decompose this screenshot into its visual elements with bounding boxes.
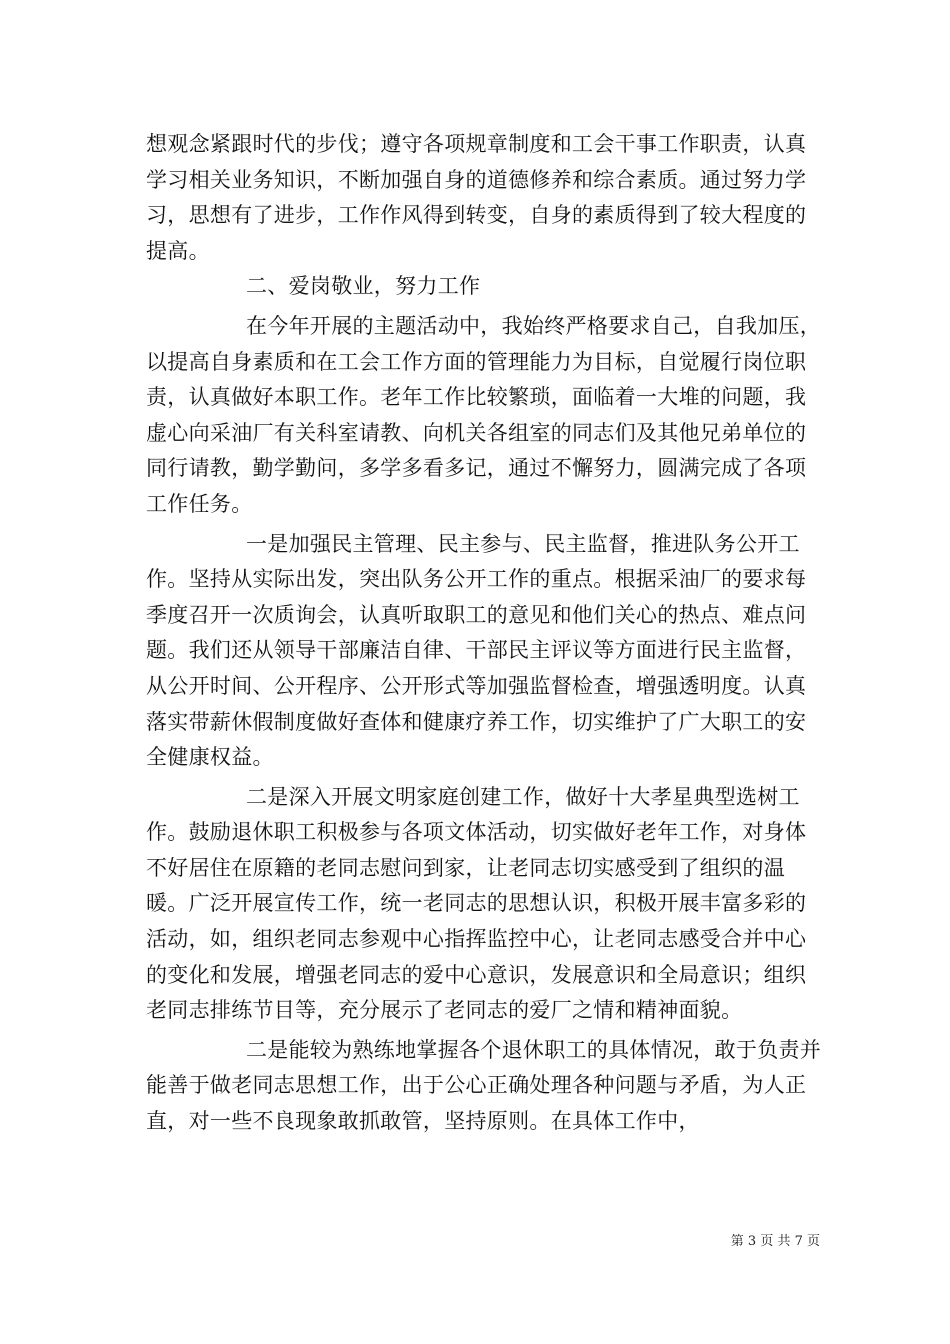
paragraph-point-two: 二是深入开展文明家庭创建工作，做好十大孝星典型选树工作。鼓励退休职工积极参与各项文体活动，切实做好老年工作，对身体不好居住在原籍的老同志慰问到家，让老同志切实感受到了组织的温暖。广泛开展宣传工作，统一老同志的思想认识，积极开展丰富多彩的活动，如，组织老同志参观中心指挥监控中心，让老同志感受合并中心的变化和发展，增强老同志的爱中心意识，发展意识和全局意识；组织老同志排练节目等，充分展示了老同志的爱厂之情和精神面貌。 [146, 784, 807, 1023]
page-number-footer: 第 3 页 共 7 页 [730, 1234, 820, 1249]
paragraph-main-activity: 在今年开展的主题活动中，我始终严格要求自己，自我加压，以提高自身素质和在工会工作方面的管理能力为目标，自觉履行岗位职责，认真做好本职工作。老年工作比较繁琐，面临着一大堆的问题，我虚心向采油厂有关科室请教、向机关各组室的同志们及其他兄弟单位的同行请教，勤学勤问，多学多看多记，通过不懈努力，圆满完成了各项工作任务。 [146, 313, 822, 516]
document-body [146, 127, 826, 1140]
paragraph-point-three: 二是能较为熟练地掌握各个退休职工的具体情况，敢于负责并能善于做老同志思想工作，出于公心正确处理各种问题与矛盾，为人正直，对一些不良现象敢抓敢管，坚持原则。在具体工作中， [146, 1037, 822, 1134]
section-heading: 二、爱岗敬业，努力工作 [246, 274, 481, 299]
paragraph-continuation: 想观念紧跟时代的步伐；遵守各项规章制度和工会干事工作职责，认真学习相关业务知识，不断加强自身的道德修养和综合素质。通过努力学习，思想有了进步，工作作风得到转变，自身的素质得到了较大程度的提高。 [146, 132, 807, 263]
paragraph-point-one: 一是加强民主管理、民主参与、民主监督，推进队务公开工作。坚持从实际出发，突出队务公开工作的重点。根据采油厂的要求每季度召开一次质询会，认真听取职工的意见和他们关心的热点、难点问题。我们还从领导干部廉洁自律、干部民主评议等方面进行民主监督，从公开时间、公开程序、公开形式等加强监督检查，增强透明度。认真落实带薪休假制度做好查体和健康疗养工作，切实维护了广大职工的安全健康权益。 [146, 531, 807, 770]
